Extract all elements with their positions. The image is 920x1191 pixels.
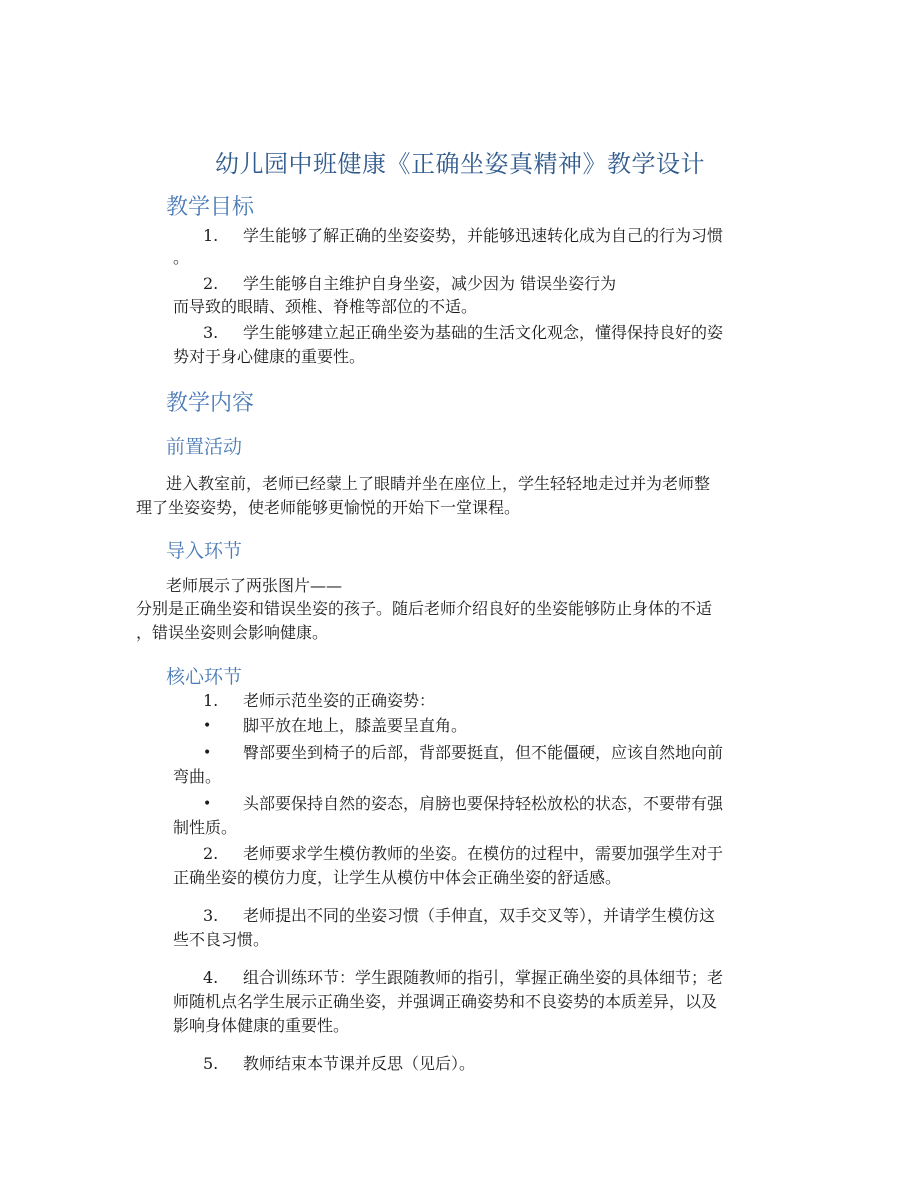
core-number: 5. bbox=[203, 1054, 219, 1073]
core-text: 老师示范坐姿的正确姿势： bbox=[243, 691, 436, 710]
heading-teaching-goals: 教学目标 bbox=[166, 195, 255, 220]
core-text-line2: 师随机点名学生展示正确坐姿，并强调正确姿势和不良姿势的本质差异，以及 bbox=[173, 992, 718, 1011]
goal-number: 3. bbox=[203, 323, 219, 342]
core-text: 教师结束本节课并反思（见后）。 bbox=[243, 1054, 476, 1073]
goal-number: 1. bbox=[203, 226, 219, 245]
core-text-line1: 老师提出不同的坐姿习惯（手伸直，双手交叉等），并请学生模仿这 bbox=[243, 906, 716, 925]
paragraph-line: 理了坐姿姿势，使老师能够更愉悦的开始下一堂课程。 bbox=[136, 498, 521, 517]
core-number: 2. bbox=[203, 844, 219, 863]
bullet-text-line1: 头部要保持自然的姿态，肩膀也要保持轻松放松的状态，不要带有强 bbox=[243, 794, 724, 813]
goal-text-line1: 学生能够建立起正确坐姿为基础的生活文化观念，懂得保持良好的姿 bbox=[243, 323, 724, 342]
bullet-text-line2: 制性质。 bbox=[173, 818, 238, 837]
paragraph-line: 进入教室前，老师已经蒙上了眼睛并坐在座位上，学生轻轻地走过并为老师整 bbox=[166, 474, 711, 493]
document-title: 幼儿园中班健康《正确坐姿真精神》教学设计 bbox=[215, 150, 705, 178]
bullet-icon: • bbox=[203, 745, 212, 761]
core-number: 1. bbox=[203, 691, 219, 710]
paragraph-line: ，错误坐姿则会影响健康。 bbox=[136, 623, 329, 642]
heading-core-section: 核心环节 bbox=[166, 666, 243, 688]
goal-text-line2: 。 bbox=[173, 248, 190, 267]
bullet-text-line1: 臀部要坐到椅子的后部，背部要挺直，但不能僵硬，应该自然地向前 bbox=[243, 743, 724, 762]
bullet-text-line2: 弯曲。 bbox=[173, 767, 222, 786]
heading-pre-activity: 前置活动 bbox=[166, 436, 243, 458]
goal-text-line1: 学生能够了解正确的坐姿姿势，并能够迅速转化成为自己的行为习惯 bbox=[243, 226, 724, 245]
goal-text-line2: 势对于身心健康的重要性。 bbox=[173, 347, 366, 366]
core-text-line1: 老师要求学生模仿教师的坐姿。在模仿的过程中，需要加强学生对于 bbox=[243, 844, 724, 863]
paragraph-line: 老师展示了两张图片—— bbox=[166, 576, 343, 595]
core-text-line3: 影响身体健康的重要性。 bbox=[173, 1016, 350, 1035]
core-text-line2: 些不良习惯。 bbox=[173, 930, 270, 949]
bullet-icon: • bbox=[203, 718, 212, 734]
goal-number: 2. bbox=[203, 274, 219, 293]
bullet-icon: • bbox=[203, 796, 212, 812]
bullet-text-line1: 脚平放在地上，膝盖要呈直角。 bbox=[243, 716, 468, 735]
heading-introduction: 导入环节 bbox=[166, 540, 243, 562]
paragraph-line: 分别是正确坐姿和错误坐姿的孩子。随后老师介绍良好的坐姿能够防止身体的不适 bbox=[136, 599, 713, 618]
core-text-line1: 组合训练环节：学生跟随教师的指引，掌握正确坐姿的具体细节；老 bbox=[243, 968, 724, 987]
goal-text-line1: 学生能够自主维护自身坐姿，减少因为 错误坐姿行为 bbox=[243, 274, 617, 293]
goal-text-line2: 而导致的眼睛、颈椎、脊椎等部位的不适。 bbox=[173, 297, 478, 316]
heading-teaching-content: 教学内容 bbox=[166, 391, 255, 416]
core-number: 4. bbox=[203, 968, 219, 987]
core-text-line2: 正确坐姿的模仿力度，让学生从模仿中体会正确坐姿的舒适感。 bbox=[173, 868, 622, 887]
core-number: 3. bbox=[203, 906, 219, 925]
